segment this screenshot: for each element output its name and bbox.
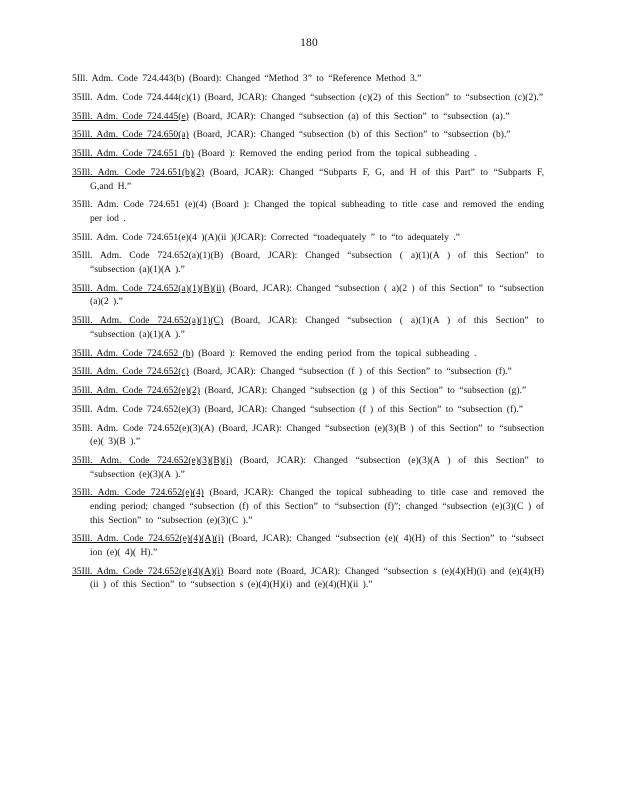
- code-citation: 35Ill. Adm. Code 724.652(e)(3)(B)(i): [72, 455, 233, 467]
- amendment-entry: [72, 166, 544, 193]
- code-citation: 35Ill. Adm. Code 724.652(e)(2): [72, 385, 201, 397]
- code-citation: 35Ill. Adm. Code 724.445(e): [72, 110, 189, 122]
- amendment-text: (Board, JCAR): Changed “subsection (c)(2) of this Section” to “subsection (c)(2).”: [204, 91, 544, 103]
- code-citation: 35Ill. Adm. Code 724.651(b)(2): [72, 166, 205, 178]
- code-citation: 35Ill. Adm. Code 724.444(c)(1): [72, 91, 201, 103]
- amendment-list: [72, 72, 544, 597]
- code-citation: 35Ill. Adm. Code 724.652(e)(3): [72, 403, 201, 415]
- amendment-text: (Board): Changed “Method 3” to “Reference Method 3.”: [189, 73, 422, 84]
- amendment-text: Corrected “toadequately ” to “to adequately .”: [270, 231, 460, 243]
- code-citation: 35Ill. Adm. Code 724.652 (b): [72, 347, 194, 359]
- amendment-entry: [72, 72, 544, 86]
- amendment-text: (Board, JCAR): Changed “subsection (g ) of this Section” to “subsection (g).”: [204, 385, 527, 397]
- amendment-text: (Board, JCAR): Changed the topical subheading to title case and removed the ending period; changed “subsection (f) of this Section” to “subsection (f)”; changed “subsection (e)(3)(C ) of this Section” to “subsection (e)(3)(C ).”: [90, 487, 544, 526]
- amendment-entry: [72, 486, 544, 527]
- amendment-entry: [72, 249, 544, 276]
- code-citation: 35Ill. Adm. Code 724.651 (b): [72, 148, 194, 160]
- amendment-entry: [72, 128, 544, 142]
- code-citation: 35Ill. Adm. Code 724.652(e)(4): [72, 487, 204, 499]
- code-citation: 5Ill. Adm. Code 724.443(b): [72, 73, 185, 84]
- amendment-entry: [72, 403, 544, 417]
- amendment-entry: [72, 365, 544, 379]
- amendment-text: (Board, JCAR): Changed “subsection (e)(3)(B ) of this Section” to “subsection (e)( 3)(B ).”: [90, 422, 544, 448]
- amendment-text: (Board, JCAR): Changed “subsection (f ) of this Section” to “subsection (f).”: [193, 366, 512, 378]
- page-number: 180: [300, 37, 318, 49]
- code-citation: 35Ill. Adm. Code 724.652(a)(1)(C): [72, 315, 224, 327]
- code-citation: 35Ill. Adm. Code 724.652(a)(1)(B): [72, 250, 224, 262]
- amendment-text: (Board, JCAR): Changed “subsection ( a)(1)(A ) of this Section” to “subsection (a)(1)(A ).”: [90, 250, 544, 276]
- code-citation: 35Ill. Adm. Code 724.651 (e)(4): [72, 199, 207, 211]
- amendment-text: (Board, JCAR): Changed “subsection (b) of this Section” to “subsection (b).”: [193, 129, 511, 141]
- amendment-entry: [72, 384, 544, 398]
- amendment-text: (Board, JCAR): Changed “subsection (f ) of this Section” to “subsection (f).”: [204, 403, 523, 415]
- amendment-text: (Board, JCAR): Changed “subsection ( a)(2 ) of this Section” to “subsection (a)(2 ).”: [90, 282, 544, 308]
- amendment-entry: [72, 422, 544, 449]
- amendment-entry: [72, 532, 544, 559]
- code-citation: 35Ill. Adm. Code 724.652(e)(3)(A): [72, 422, 215, 434]
- amendment-entry: [72, 347, 544, 361]
- amendment-entry: [72, 454, 544, 481]
- code-citation: 35Ill. Adm. Code 724.651(e)(4 )(A)(ii )(JCAR):: [72, 231, 267, 243]
- amendment-entry: [72, 231, 544, 245]
- amendment-text: Board note (Board, JCAR): Changed “subsection s (e)(4)(H)(i) and (e)(4)(H)(ii ) of this Section” to “subsection s (e)(4)(H)(i) and (e)(4)(H)(ii ).”: [90, 565, 544, 591]
- amendment-entry: [72, 565, 544, 592]
- amendment-entry: [72, 198, 544, 225]
- code-citation: 35Ill. Adm. Code 724.652(e)(4)(A)(i): [72, 565, 224, 577]
- code-citation: 35Ill. Adm. Code 724.652(c): [72, 366, 189, 378]
- amendment-text: (Board, JCAR): Changed “Subparts F, G, and H of this Part” to “Subparts F, G,and H.”: [90, 166, 544, 192]
- amendment-text: (Board ): Removed the ending period from the topical subheading .: [198, 148, 477, 160]
- amendment-text: (Board, JCAR): Changed “subsection ( a)(1)(A ) of this Section” to “subsection (a)(1)(A ).”: [90, 315, 544, 340]
- amendment-text: (Board, JCAR): Changed “subsection (a) of this Section” to “subsection (a).”: [193, 110, 510, 122]
- amendment-entry: [72, 314, 544, 341]
- amendment-entry: [72, 282, 544, 309]
- code-citation: 35Ill. Adm. Code 724.652(e)(4)(A)(i): [72, 533, 224, 545]
- amendment-text: (Board ): Removed the ending period from the topical subheading .: [198, 347, 477, 359]
- amendment-text: (Board ): Changed the topical subheading to title case and removed the ending per iod .: [90, 199, 544, 224]
- code-citation: 35Ill. Adm. Code 724.652(a)(1)(B)(ii): [72, 282, 225, 294]
- amendment-text: (Board, JCAR): Changed “subsection (e)(3)(A ) of this Section” to “subsection (e)(3)(A ).”: [90, 455, 544, 480]
- amendment-entry: [72, 110, 544, 124]
- code-citation: 35Ill. Adm. Code 724.650(a): [72, 129, 189, 141]
- amendment-entry: [72, 147, 544, 161]
- amendment-text: (Board, JCAR): Changed “subsection (e)( 4)(H) of this Section” to “subsect ion (e)( 4)( H).”: [90, 533, 544, 558]
- amendment-entry: [72, 91, 544, 105]
